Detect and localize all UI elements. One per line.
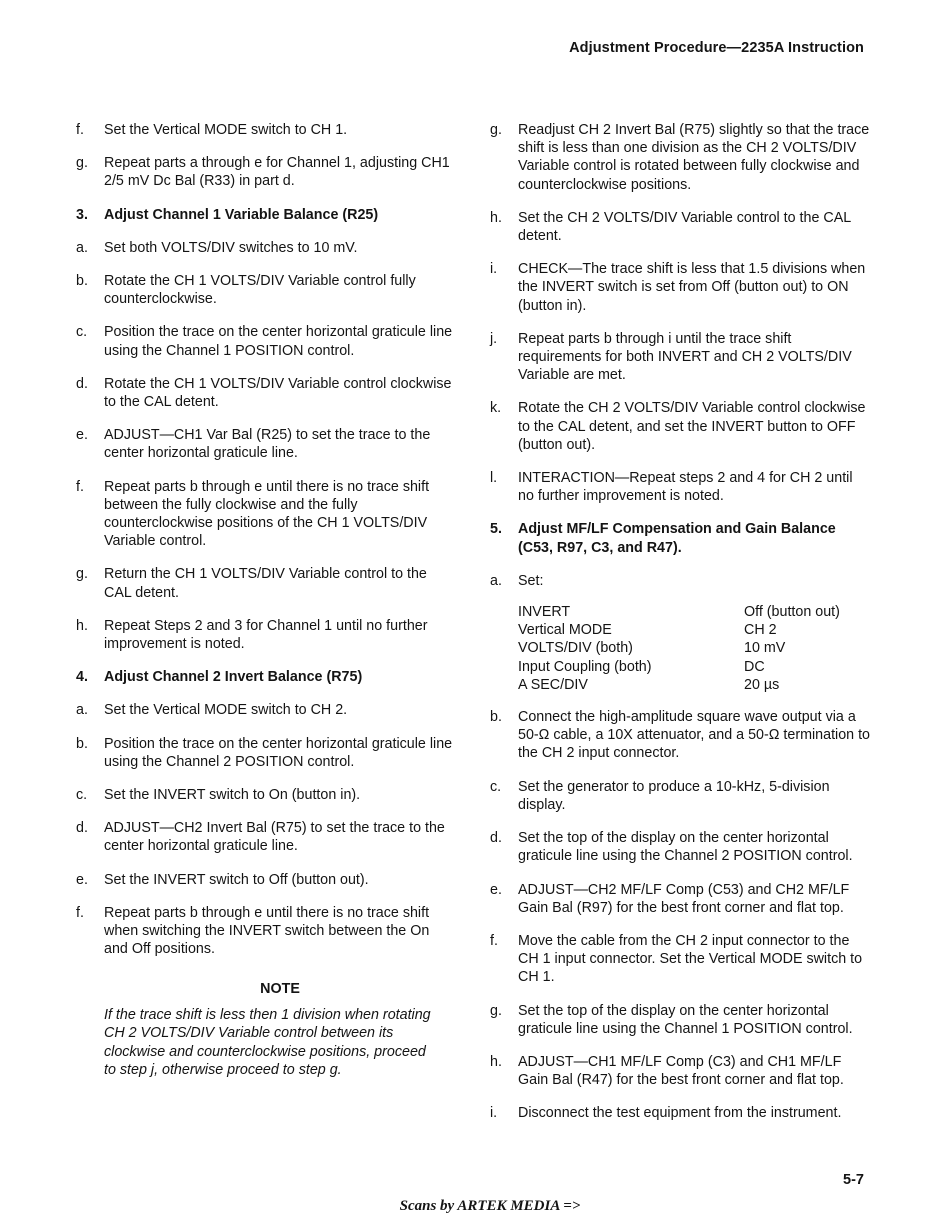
item-label: j. xyxy=(490,330,498,347)
item-text: CHECK—The trace shift is less that 1.5 divisions when the INVERT switch is set from Off (button out) to ON (button in). xyxy=(518,261,866,314)
left-column xyxy=(76,121,456,1080)
item-text: Set both VOLTS/DIV switches to 10 mV. xyxy=(104,239,358,256)
procedure-item xyxy=(490,121,870,194)
item-label: f. xyxy=(490,932,498,949)
setting-value: Off (button out) xyxy=(744,604,840,621)
procedure-item xyxy=(76,701,456,719)
item-label: e. xyxy=(76,871,88,888)
procedure-item xyxy=(76,904,456,959)
setting-value: 20 µs xyxy=(744,676,780,693)
page-number: 5-7 xyxy=(843,1172,864,1188)
setting-name: Vertical MODE xyxy=(518,622,612,639)
procedure-item xyxy=(490,260,870,315)
procedure-item xyxy=(76,478,456,551)
left-procedure-list xyxy=(76,121,456,959)
setting-value: 10 mV xyxy=(744,640,786,657)
item-text: Return the CH 1 VOLTS/DIV Variable control to the CAL detent. xyxy=(104,566,427,601)
item-text: ADJUST—CH2 Invert Bal (R75) to set the trace to the center horizontal graticule line. xyxy=(104,820,445,855)
item-text: Repeat parts b through e until there is no trace shift between the fully clockwise and the fully counterclockwise positions of the CH 1 VOLTS/DIV Variable control. xyxy=(104,478,430,550)
item-text: Set the top of the display on the center horizontal graticule line using the Channel 2 POSITION control. xyxy=(518,830,853,865)
item-text: Set the top of the display on the center horizontal graticule line using the Channel 1 POSITION control. xyxy=(518,1002,853,1037)
procedure-item xyxy=(76,565,456,601)
procedure-item xyxy=(490,829,870,865)
item-text: Set the Vertical MODE switch to CH 2. xyxy=(104,702,348,719)
setting-name: VOLTS/DIV (both) xyxy=(518,640,633,657)
item-label: b. xyxy=(76,735,88,752)
item-label: c. xyxy=(76,324,88,341)
item-label: a. xyxy=(490,572,502,589)
right-procedure-list-bottom xyxy=(490,708,870,1122)
procedure-item xyxy=(490,778,870,814)
item-label: i. xyxy=(490,261,498,278)
procedure-item xyxy=(76,121,456,139)
item-text: Repeat parts a through e for Channel 1, adjusting CH1 2/5 mV Dc Bal (R33) in part d. xyxy=(104,155,450,190)
procedure-item xyxy=(76,154,456,190)
procedure-item xyxy=(76,375,456,411)
procedure-item xyxy=(490,932,870,987)
item-label: g. xyxy=(76,566,88,583)
item-label: e. xyxy=(76,427,88,444)
item-text: ADJUST—CH1 Var Bal (R25) to set the trace to the center horizontal graticule line. xyxy=(104,427,431,462)
item-text: Connect the high-amplitude square wave output via a 50-Ω cable, a 10X attenuator, and a 50-Ω termination to the CH 2 input connector. xyxy=(518,709,871,762)
note-title: NOTE xyxy=(260,980,300,997)
item-label: d. xyxy=(76,820,88,837)
procedure-item xyxy=(76,323,456,359)
item-text: Rotate the CH 2 VOLTS/DIV Variable control clockwise to the CAL detent, and set the INVERT button to OFF (button out). xyxy=(518,400,866,453)
procedure-item xyxy=(76,735,456,771)
item-label: 3. xyxy=(76,206,88,223)
item-label: h. xyxy=(490,209,502,226)
item-text: Set the Vertical MODE switch to CH 1. xyxy=(104,122,348,138)
item-text: Readjust CH 2 Invert Bal (R75) slightly so that the trace shift is less than one division as the CH 2 VOLTS/DIV Variable control is rotated between fully clockwise and counterclockwise positions. xyxy=(518,122,870,193)
procedure-item xyxy=(76,617,456,653)
right-column xyxy=(490,121,870,1138)
item-label: e. xyxy=(490,881,502,898)
item-text: Set the generator to produce a 10-kHz, 5-division display. xyxy=(518,778,830,813)
procedure-item xyxy=(76,272,456,308)
procedure-item xyxy=(490,330,870,385)
setting-value: DC xyxy=(744,658,765,675)
item-label: g. xyxy=(490,122,502,138)
procedure-step-heading xyxy=(76,206,456,224)
item-text: Set: xyxy=(518,572,544,589)
item-label: 5. xyxy=(490,521,502,538)
procedure-item xyxy=(76,871,456,889)
item-text: Disconnect the test equipment from the instrument. xyxy=(518,1105,842,1122)
setting-name: INVERT xyxy=(518,604,571,621)
item-text: Set the CH 2 VOLTS/DIV Variable control to the CAL detent. xyxy=(518,209,851,245)
setting-name: A SEC/DIV xyxy=(518,676,588,693)
setting-value: CH 2 xyxy=(744,622,777,639)
settings-table xyxy=(518,603,840,694)
item-label: i. xyxy=(490,1105,498,1122)
item-label: c. xyxy=(76,787,88,804)
item-label: h. xyxy=(490,1053,502,1070)
item-text: Set the INVERT switch to Off (button out). xyxy=(104,871,369,888)
procedure-item xyxy=(76,239,456,257)
item-label: d. xyxy=(490,830,502,847)
procedure-item xyxy=(490,399,870,454)
page-header-title: Adjustment Procedure—2235A Instruction xyxy=(569,40,864,56)
scan-credit-footer: Scans by ARTEK MEDIA => xyxy=(399,1198,581,1214)
item-text: Repeat parts b through i until the trace shift requirements for both INVERT and CH 2 VOLTS/DIV Variable are met. xyxy=(518,330,852,384)
item-label: f. xyxy=(76,122,84,138)
item-text: Rotate the CH 1 VOLTS/DIV Variable control clockwise to the CAL detent. xyxy=(104,375,452,411)
item-text: Rotate the CH 1 VOLTS/DIV Variable control fully counterclockwise. xyxy=(104,273,416,308)
item-label: c. xyxy=(490,778,502,795)
item-label: f. xyxy=(76,904,84,921)
item-label: b. xyxy=(490,709,502,726)
settings-row xyxy=(518,603,840,621)
procedure-item xyxy=(76,819,456,855)
procedure-item xyxy=(490,572,870,590)
item-text: ADJUST—CH1 MF/LF Comp (C3) and CH1 MF/LF Gain Bal (R47) for the best front corner and flat top. xyxy=(518,1053,844,1089)
procedure-step-heading xyxy=(490,520,870,556)
right-procedure-list-top xyxy=(490,121,870,590)
item-label: a. xyxy=(76,239,88,256)
procedure-item xyxy=(490,1053,870,1089)
item-label: k. xyxy=(490,400,502,417)
item-label: d. xyxy=(76,375,88,392)
item-label: b. xyxy=(76,273,88,290)
procedure-item xyxy=(490,881,870,917)
settings-row xyxy=(518,676,840,694)
item-text: INTERACTION—Repeat steps 2 and 4 for CH 2 until no further improvement is noted. xyxy=(518,470,853,505)
item-text: Adjust Channel 2 Invert Balance (R75) xyxy=(104,669,363,686)
item-label: l. xyxy=(490,470,498,487)
procedure-item xyxy=(490,1002,870,1038)
item-label: g. xyxy=(76,155,88,172)
setting-name: Input Coupling (both) xyxy=(518,658,652,675)
item-label: g. xyxy=(490,1002,502,1019)
procedure-item xyxy=(76,786,456,804)
item-text: Adjust Channel 1 Variable Balance (R25) xyxy=(104,206,379,223)
procedure-item xyxy=(76,426,456,462)
settings-row xyxy=(518,658,840,676)
settings-row xyxy=(518,639,840,657)
procedure-item xyxy=(490,469,870,505)
item-text: Position the trace on the center horizontal graticule line using the Channel 2 POSITION control. xyxy=(104,735,453,770)
procedure-item xyxy=(490,1104,870,1122)
item-text: Set the INVERT switch to On (button in). xyxy=(104,787,361,804)
item-text: ADJUST—CH2 MF/LF Comp (C53) and CH2 MF/LF Gain Bal (R97) for the best front corner and flat top. xyxy=(518,881,850,916)
item-text: Move the cable from the CH 2 input connector to the CH 1 input connector. Set the Vertical MODE switch to CH 1. xyxy=(518,932,863,986)
procedure-step-heading xyxy=(76,668,456,686)
item-label: a. xyxy=(76,702,88,719)
item-label: f. xyxy=(76,478,84,495)
note-body: If the trace shift is less then 1 division when rotating CH 2 VOLTS/DIV Variable control between its clockwise and counterclockwise positions, proceed to step j, otherwise proceed to step g. xyxy=(104,1006,431,1079)
procedure-item xyxy=(490,708,870,763)
item-label: 4. xyxy=(76,669,88,686)
item-text: Position the trace on the center horizontal graticule line using the Channel 1 POSITION control. xyxy=(104,324,453,359)
item-text: Repeat parts b through e until there is no trace shift when switching the INVERT switch between the On and Off positions. xyxy=(104,904,430,958)
item-text: Repeat Steps 2 and 3 for Channel 1 until no further improvement is noted. xyxy=(104,617,428,653)
settings-row xyxy=(518,621,840,639)
item-text: Adjust MF/LF Compensation and Gain Balance (C53, R97, C3, and R47). xyxy=(518,521,836,556)
procedure-item xyxy=(490,209,870,245)
item-label: h. xyxy=(76,617,88,634)
